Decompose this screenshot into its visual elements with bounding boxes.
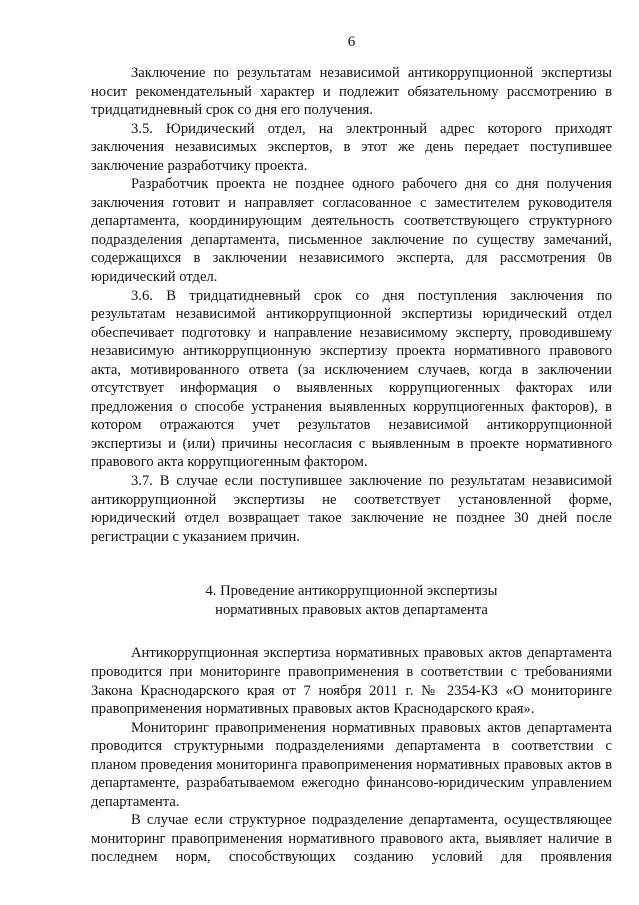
paragraph-monitoring-plan: Мониторинг правоприменения нормативных правовых актов департамента проводится структурными подразделениями департамента в соответствии с планом проведения мониторинга правоприменения нормативных правовых актов в департаменте, разрабатываемом ежегодно финансово-юридическим управлением департамента.: [91, 719, 612, 810]
paragraph-conclusion-advisory: Заключение по результатам независимой антикоррупционной экспертизы носит рекомендательный характер и подлежит обязательному рассмотрению в тридцатидневный срок со дня его получения.: [91, 65, 612, 119]
paragraph-expertise-monitoring: Антикоррупционная экспертиза нормативных правовых актов департамента проводится при мониторинге правоприменения в соответствии с требованиями Закона Краснодарского края от 7 ноября 2011 г. № 2354-КЗ «О мониторинге правоприменения нормативных правовых актов Краснодарского края».: [91, 645, 612, 718]
paragraph-3-6: 3.6. В тридцатидневный срок со дня поступления заключения по результатам независимой антикоррупционной экспертизы юридический отдел обеспечивает подготовку и направление независимому эксперту, проводившему независимую антикоррупционную экспертизу проекта нормативного правового акта, мотивированного ответа (за исключением случаев, когда в заключении отсутствует информация о выявленных коррупциогенных факторах или предложения о способе устранения выявленных коррупциогенных факторов), в котором отражаются учет результатов независимой антикоррупционной экспертизы и (или) причины несогласия с выявленным в проекте нормативного правового акта коррупциогенным фактором.: [91, 287, 612, 471]
page-number: 6: [347, 34, 356, 50]
paragraph-3-7: 3.7. В случае если поступившее заключение по результатам независимой антикоррупционной экспертизы не соответствует установленной форме, юридический отдел возвращает такое заключение не позднее 30 дней после регистрации с указанием причин.: [91, 473, 612, 545]
paragraph-monitoring-detection: В случае если структурное подразделение департамента, осуществляющее мониторинг правоприменения нормативного правового акта, выявляет наличие в последнем норм, способствующих созданию условий для проявления: [91, 812, 612, 866]
section-4-heading-line-1: 4. Проведение антикоррупционной экспертизы: [205, 583, 498, 600]
document-page: [91, 32, 612, 892]
paragraph-3-5: 3.5. Юридический отдел, на электронный адрес которого приходят заключения независимых экспертов, в этот же день передает поступившее заключение разработчику проекта.: [91, 120, 612, 174]
paragraph-developer-response: Разработчик проекта не позднее одного рабочего дня со дня получения заключения готовит и направляет согласованное с заместителем руководителя департамента, координирующим деятельность соответствующего структурного подразделения департамента, письменное заключение по существу замечаний, содержащихся в заключении независимого эксперта, для рассмотрения 0в юридический отдел.: [91, 176, 612, 286]
section-4-heading-line-2: нормативных правовых актов департамента: [215, 601, 488, 618]
section-4-heading: [91, 582, 612, 619]
